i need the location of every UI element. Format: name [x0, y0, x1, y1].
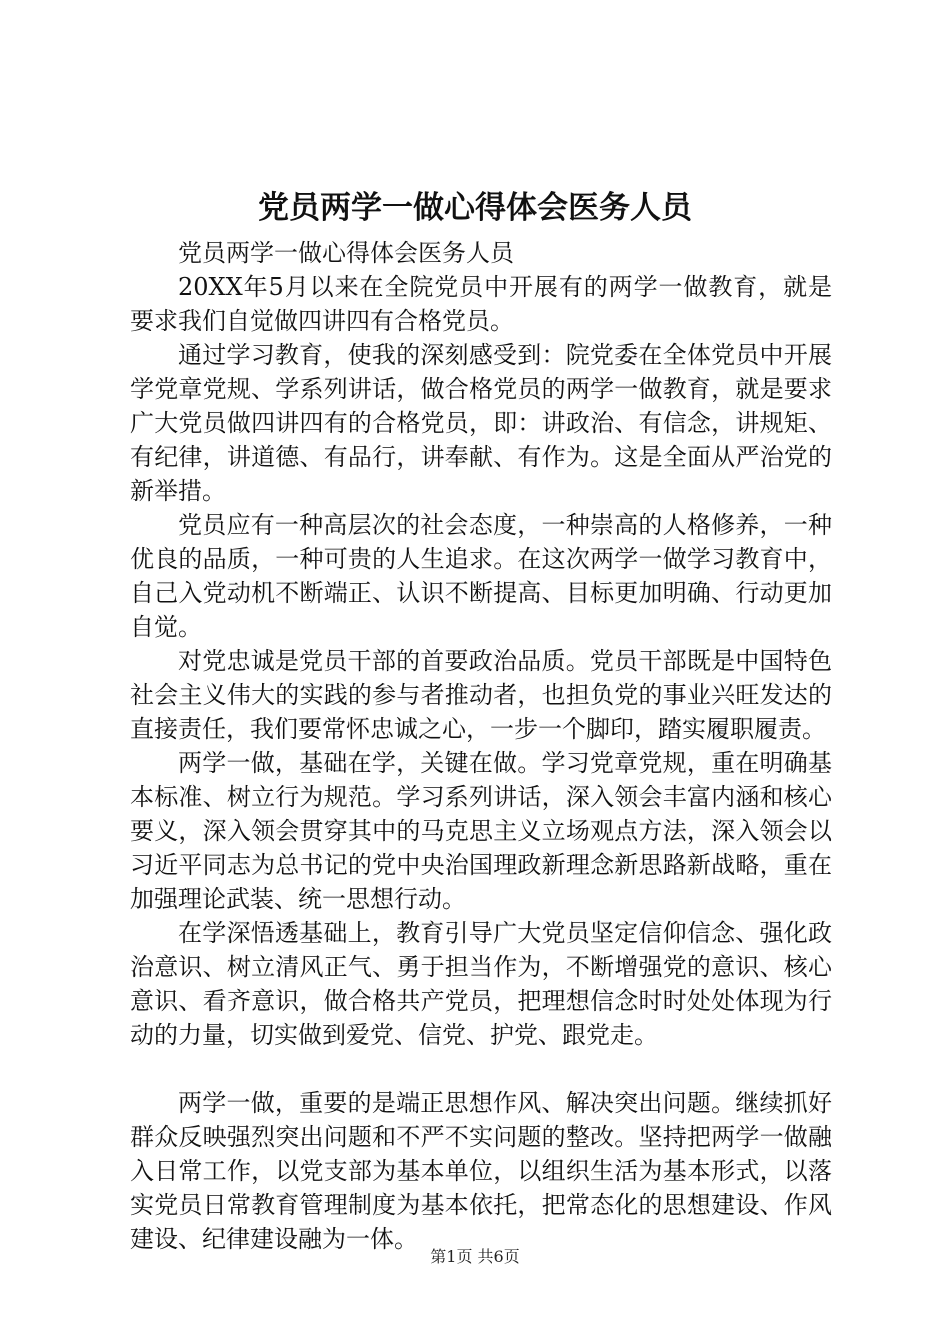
page-footer: 第1页 共6页	[430, 1247, 520, 1266]
paragraph-6: 在学深悟透基础上，教育引导广大党员坚定信仰信念、强化政治意识、树立清风正气、勇于担当作为，不断增强党的意识、核心意识、看齐意识，做合格共产党员，把理想信念时时处处体现为行动的力量，切实做到爱党、信党、护党、跟党走。	[130, 919, 832, 1049]
document-body	[130, 236, 832, 1256]
page-title: 党员两学一做心得体会医务人员	[258, 190, 692, 226]
paragraph-1: 20XX年5月以来在全院党员中开展有的两学一做教育，就是要求我们自觉做四讲四有合格党员。	[130, 273, 832, 335]
paragraph-4: 对党忠诚是党员干部的首要政治品质。党员干部既是中国特色社会主义伟大的实践的参与者推动者，也担负党的事业兴旺发达的直接责任，我们要常怀忠诚之心，一步一个脚印，踏实履职履责。	[130, 647, 832, 743]
paragraph-5: 两学一做，基础在学，关键在做。学习党章党规，重在明确基本标准、树立行为规范。学习系列讲话，深入领会丰富内涵和核心要义，深入领会贯穿其中的马克思主义立场观点方法，深入领会以习近平同志为总书记的党中央治国理政新理念新思路新战略，重在加强理论武装、统一思想行动。	[130, 749, 832, 913]
paragraph-3: 党员应有一种高层次的社会态度，一种崇高的人格修养，一种优良的品质，一种可贵的人生追求。在这次两学一做学习教育中，自己入党动机不断端正、认识不断提高、目标更加明确、行动更加自觉。	[130, 511, 832, 641]
paragraph-subtitle: 党员两学一做心得体会医务人员	[178, 239, 514, 267]
paragraph-7: 两学一做，重要的是端正思想作风、解决突出问题。继续抓好群众反映强烈突出问题和不严不实问题的整改。坚持把两学一做融入日常工作，以党支部为基本单位，以组织生活为基本形式，以落实党员日常教育管理制度为基本依托，把常态化的思想建设、作风建设、纪律建设融为一体。	[130, 1089, 832, 1253]
paragraph-2: 通过学习教育，使我的深刻感受到：院党委在全体党员中开展学党章党规、学系列讲话，做合格党员的两学一做教育，就是要求广大党员做四讲四有的合格党员，即：讲政治、有信念，讲规矩、有纪律，讲道德、有品行，讲奉献、有作为。这是全面从严治党的新举措。	[130, 341, 832, 505]
